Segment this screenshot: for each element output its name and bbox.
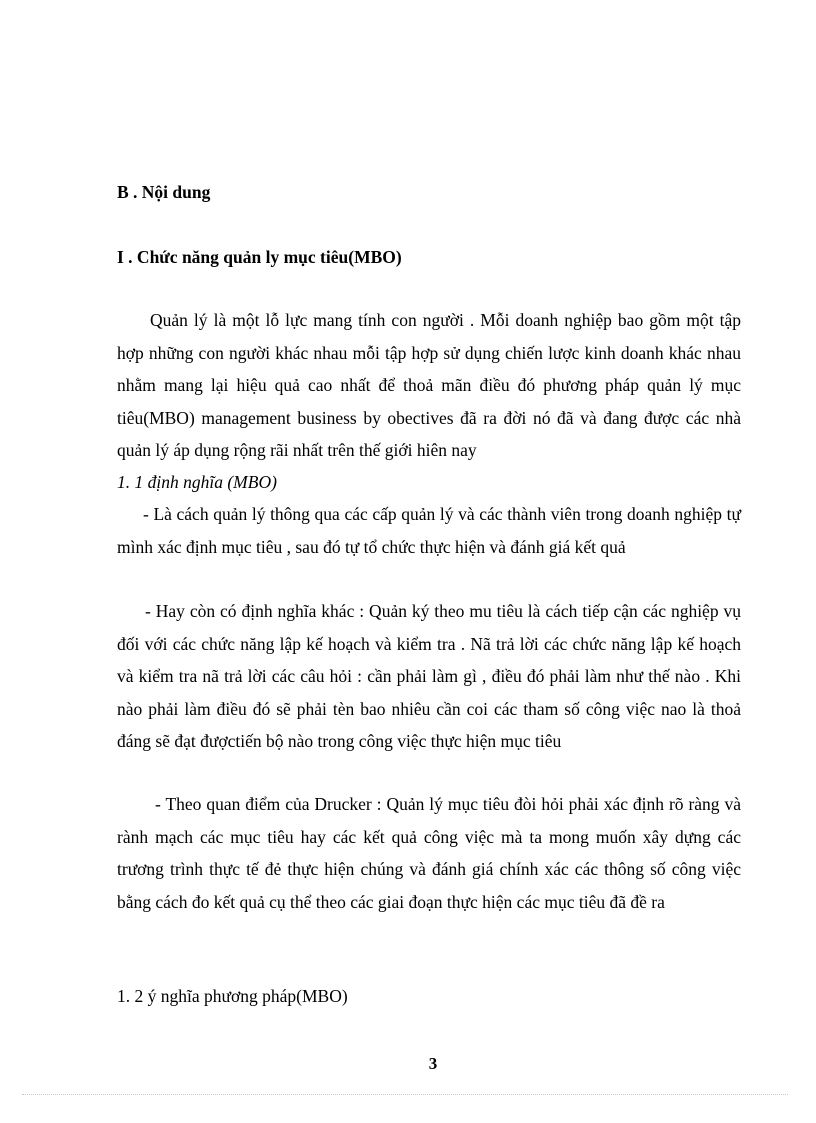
definition-point-3: - Theo quan điểm của Drucker : Quản lý mục tiêu đòi hỏi phải xác định rõ ràng và rành mạch các mục tiêu hay các kết quả công việc mà ta mong muốn xây dựng các trương trình thực tế đẻ thực hiện chúng và đánh giá chính xác các thông số công việc bằng cách đo kết quả cụ thể theo các giai đoạn thực hiện các mục tiêu đã đề ra <box>117 794 741 912</box>
meaning-heading: 1. 2 ý nghĩa phương pháp(MBO) <box>117 986 348 1006</box>
subsection-heading: I . Chức năng quản ly mục tiêu(MBO) <box>117 247 402 267</box>
page-number: 3 <box>428 1054 438 1073</box>
section-heading: B . Nội dung <box>117 182 211 202</box>
definition-point-2: - Hay còn có định nghĩa khác : Quản ký theo mu tiêu là cách tiếp cận các nghiệp vụ đối với các chức năng lập kế hoạch và kiểm tra . Nã trả lời các chức năng lập kế hoạch và kiểm tra nã trả lời các câu hỏi : cần phải làm gì , điều đó phải làm như thế nào . Khi nào phải làm điều đó sẽ phải tèn bao nhiêu cần coi các tham số công việc nao là thoả đáng sẽ đạt đượctiến bộ nào trong công việc thực hiện mục tiêu <box>117 601 741 751</box>
definition-heading: 1. 1 định nghĩa (MBO) <box>117 472 277 492</box>
footer-divider <box>22 1094 788 1095</box>
intro-paragraph: Quản lý là một lỗ lực mang tính con người . Mỗi doanh nghiệp bao gồm một tập hợp những con người khác nhau mỗi tập hợp sử dụng chiến lược kinh doanh khác nhau nhằm mang lại hiệu quả cao nhất để thoả mãn điều đó phương pháp quản lý mục tiêu(MBO) management business by obectives đã ra đời nó đã và đang được các nhà quản lý áp dụng rộng rãi nhất trên thế giới hiên nay <box>117 310 741 460</box>
definition-point-1: - Là cách quản lý thông qua các cấp quản lý và các thành viên trong doanh nghiệp tự mình xác định mục tiêu , sau đó tự tổ chức thực hiện và đánh giá kết quả <box>117 504 741 557</box>
